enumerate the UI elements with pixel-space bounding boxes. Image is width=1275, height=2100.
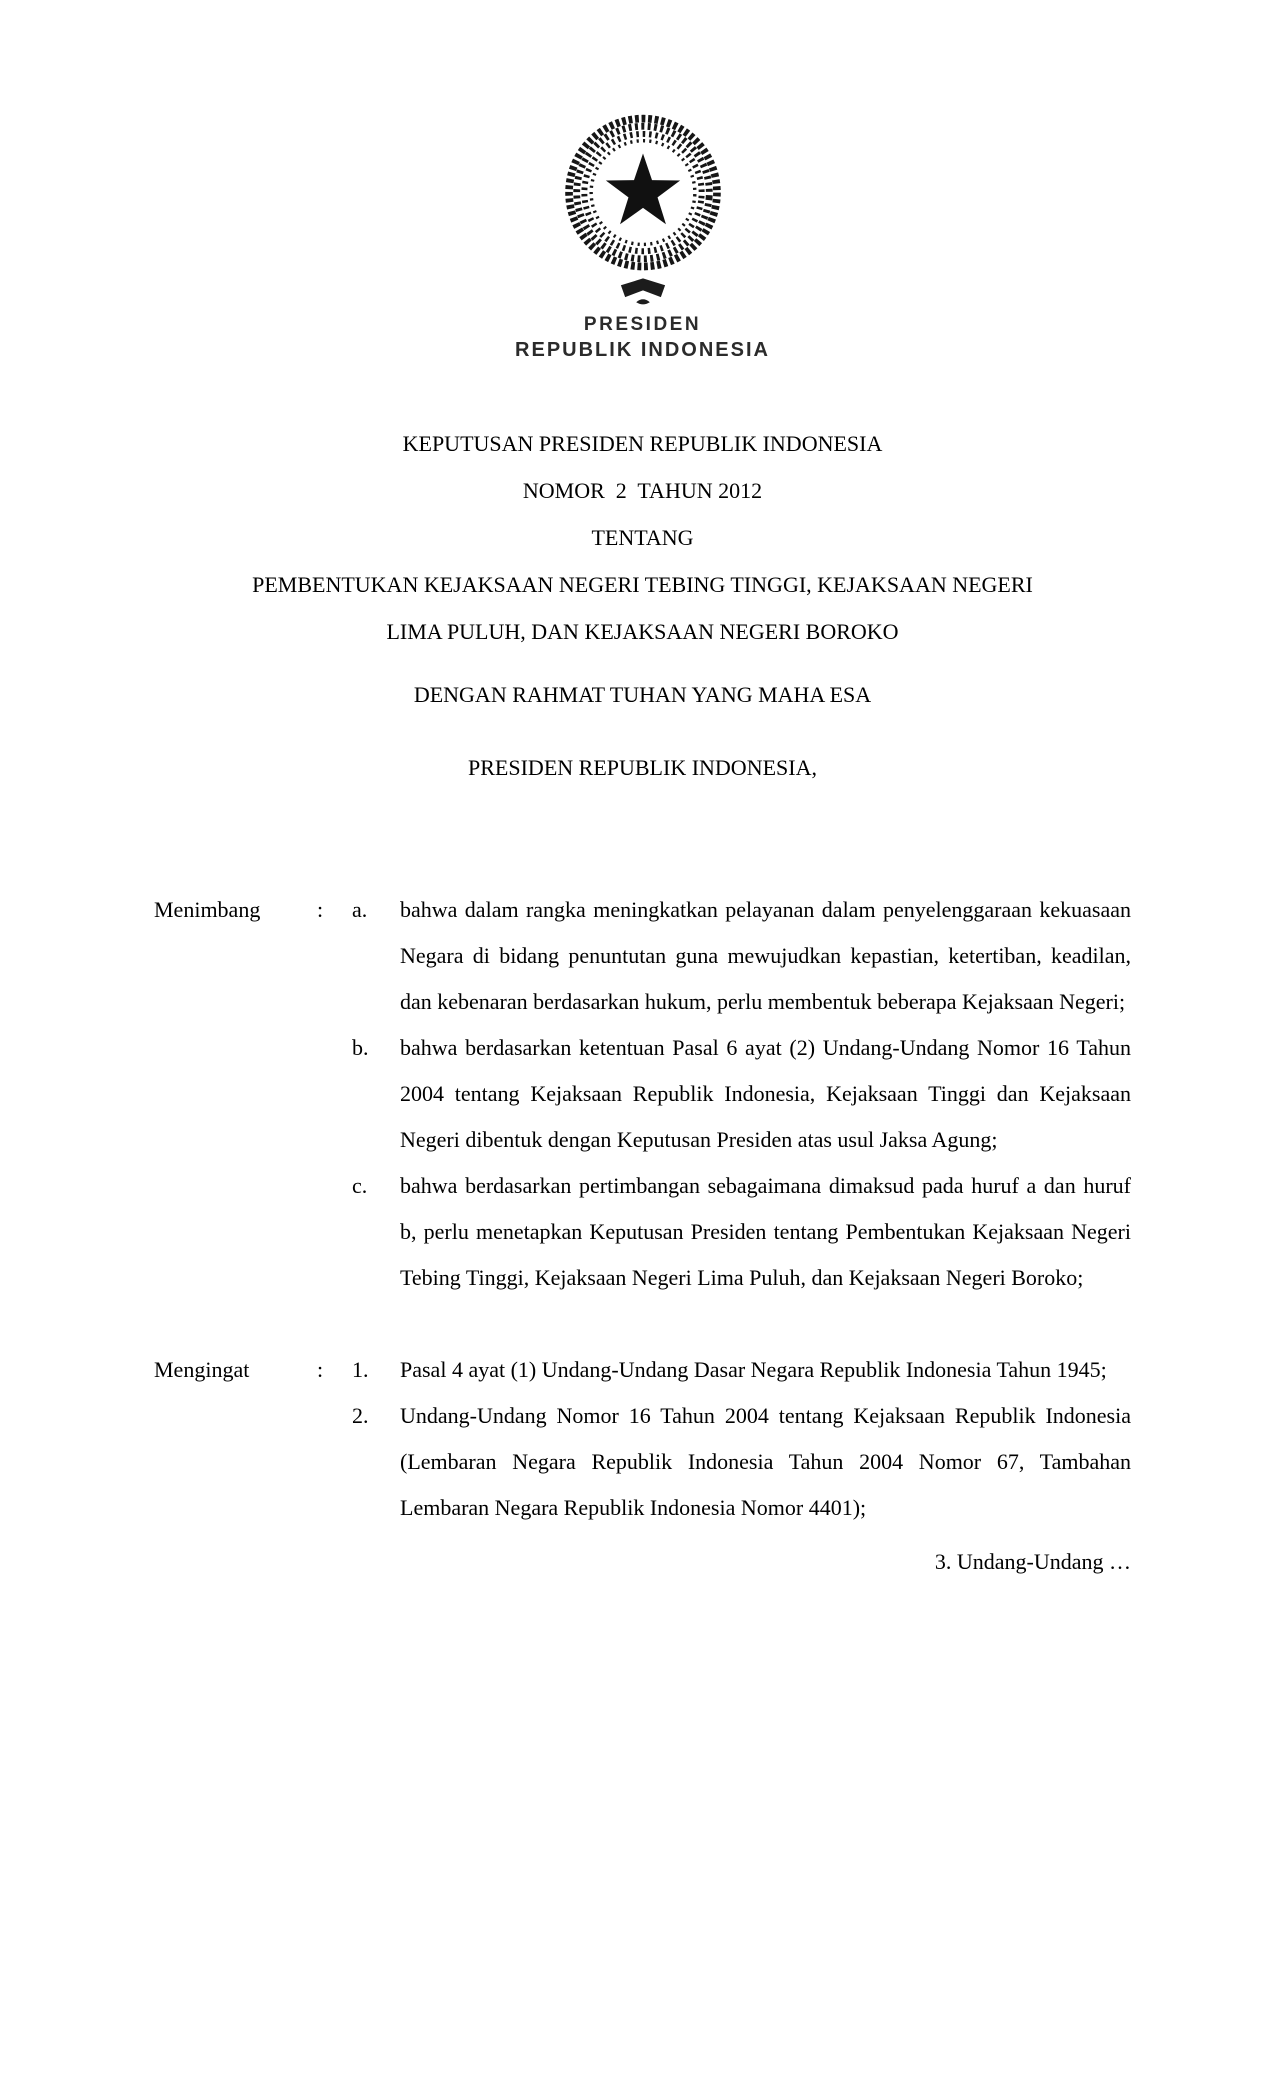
item-marker: a.	[352, 897, 368, 922]
item-marker: b.	[352, 1035, 369, 1060]
letterhead-presiden: PRESIDEN	[583, 314, 702, 335]
document-body	[154, 887, 1131, 1585]
list-item	[352, 1025, 1131, 1163]
item-text: Pasal 4 ayat (1) Undang-Undang Dasar Negara Republik Indonesia Tahun 1945;	[400, 1357, 1107, 1382]
item-text: bahwa dalam rangka meningkatkan pelayanan dalam penyelenggaraan kekuasaan Negara di bidang penuntutan guna mewujudkan kepastian, ketertiban, keadilan, dan kebenaran berdasarkan hukum, perlu membentuk beberapa Kejaksaan Negeri;	[400, 897, 1131, 1014]
menimbang-colon: :	[317, 897, 324, 922]
list-item	[352, 1393, 1131, 1531]
letterhead	[154, 110, 1131, 362]
list-item	[352, 887, 1131, 1025]
list-item	[352, 1163, 1131, 1301]
section-mengingat	[154, 1347, 1131, 1531]
item-text: bahwa berdasarkan ketentuan Pasal 6 ayat (2) Undang-Undang Nomor 16 Tahun 2004 tentang Kejaksaan Republik Indonesia, Kejaksaan Tinggi dan Kejaksaan Negeri dibentuk dengan Keputusan Presiden atas usul Jaksa Agung;	[400, 1035, 1131, 1152]
menimbang-items	[352, 887, 1131, 1301]
page-catchword: 3. Undang-Undang …	[934, 1549, 1131, 1574]
letterhead-republik-indonesia: REPUBLIK INDONESIA	[515, 339, 770, 361]
decree-authority: PRESIDEN REPUBLIK INDONESIA,	[468, 755, 817, 780]
mengingat-colon: :	[317, 1357, 324, 1382]
decree-title: KEPUTUSAN PRESIDEN REPUBLIK INDONESIA	[402, 431, 883, 456]
list-item	[352, 1347, 1131, 1393]
item-text: bahwa berdasarkan pertimbangan sebagaimana dimaksud pada huruf a dan huruf b, perlu menetapkan Keputusan Presiden tentang Pembentukan Kejaksaan Negeri Tebing Tinggi, Kejaksaan Negeri Lima Puluh, dan Kejaksaan Negeri Boroko;	[400, 1173, 1131, 1290]
section-menimbang	[154, 887, 1131, 1301]
menimbang-label: Menimbang	[154, 897, 261, 922]
item-marker: 1.	[352, 1357, 369, 1382]
decree-number: NOMOR 2 TAHUN 2012	[522, 478, 763, 503]
decree-subject-line-1: PEMBENTUKAN KEJAKSAAN NEGERI TEBING TINGGI, KEJAKSAAN NEGERI	[252, 572, 1033, 597]
decree-subject-line-2: LIMA PULUH, DAN KEJAKSAAN NEGERI BOROKO	[386, 619, 899, 644]
item-text: Undang-Undang Nomor 16 Tahun 2004 tentang Kejaksaan Republik Indonesia (Lembaran Negara Republik Indonesia Tahun 2004 Nomor 67, Tambahan Lembaran Negara Republik Indonesia Nomor 4401);	[400, 1403, 1131, 1520]
mengingat-items	[352, 1347, 1131, 1531]
title-block	[154, 420, 1131, 791]
item-marker: c.	[352, 1173, 368, 1198]
decree-invocation: DENGAN RAHMAT TUHAN YANG MAHA ESA	[413, 682, 872, 707]
decree-tentang: TENTANG	[591, 525, 694, 550]
presidential-seal-icon	[558, 110, 728, 310]
mengingat-label: Mengingat	[154, 1357, 250, 1382]
item-marker: 2.	[352, 1403, 369, 1428]
